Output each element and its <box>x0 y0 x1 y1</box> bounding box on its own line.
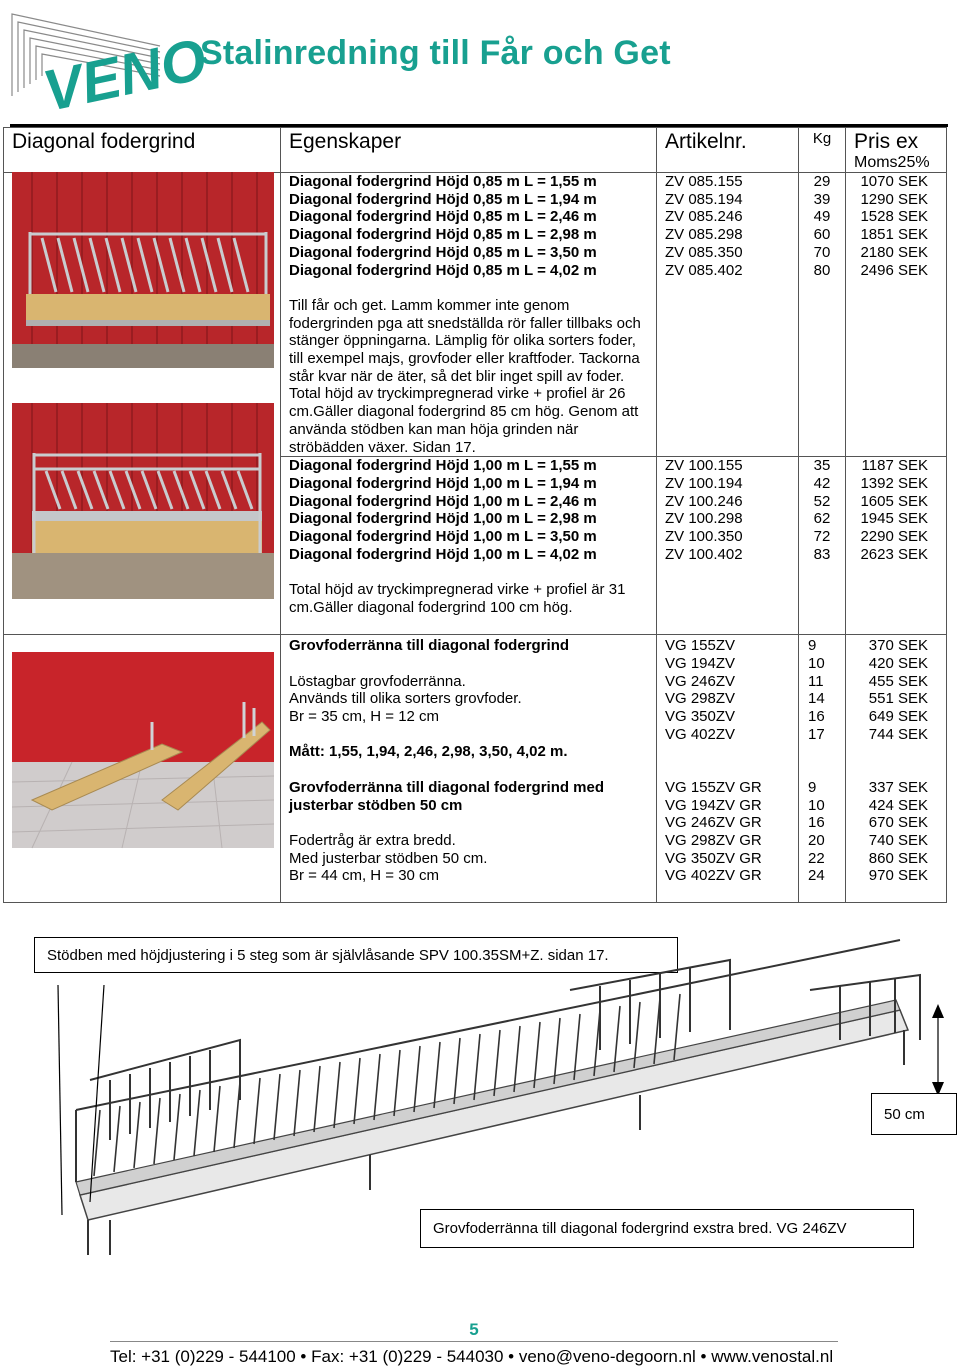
article-number: ZV 085.246 <box>665 208 743 226</box>
list-item: Diagonal fodergrind Höjd 1,00 m L = 3,50 m <box>289 528 597 546</box>
article-cell <box>657 457 799 635</box>
weight: 16 <box>808 814 825 832</box>
price: 370 SEK <box>868 637 928 655</box>
callout-text: Grovfoderränna till diagonal fodergrind exstra bred. VG 246ZV <box>433 1220 847 1237</box>
weight: 29 <box>813 173 831 190</box>
weight: 80 <box>813 261 831 279</box>
weight: 9 <box>808 637 817 655</box>
weight: 17 <box>808 725 825 743</box>
desc-cell <box>281 173 657 457</box>
weight: 16 <box>808 708 825 726</box>
list-item: Diagonal fodergrind Höjd 0,85 m L = 4,02 m <box>289 261 597 279</box>
article-number: VG 402ZV GR <box>665 867 762 885</box>
price: 1070 SEK <box>860 173 928 190</box>
article-number: ZV 085.350 <box>665 243 743 261</box>
article-number: ZV 085.298 <box>665 226 743 244</box>
weight: 10 <box>808 654 825 672</box>
weight: 70 <box>813 243 831 261</box>
weight: 83 <box>813 545 831 563</box>
price: 744 SEK <box>868 725 928 743</box>
list-item: Diagonal fodergrind Höjd 1,00 m L = 4,02 m <box>289 545 597 563</box>
price: 1187 SEK <box>861 457 928 475</box>
price: 2623 SEK <box>860 545 928 563</box>
price: 740 SEK <box>868 831 928 849</box>
description-text: Total höjd av tryckimpregnerad virke + profiel är 31 cm.Gäller diagonal fodergrind 100 cm hög. <box>289 581 626 616</box>
callout-text: 50 cm <box>884 1105 925 1123</box>
list-item: Diagonal fodergrind Höjd 1,00 m L = 2,46 m <box>289 492 597 510</box>
article-number: ZV 085.194 <box>665 190 743 208</box>
article-number: ZV 100.402 <box>665 545 743 563</box>
price: 420 SEK <box>868 654 928 672</box>
weight: 10 <box>808 796 825 814</box>
height-callout <box>871 1093 957 1135</box>
footer-rule <box>110 1341 838 1342</box>
price: 1392 SEK <box>860 474 928 492</box>
page-title: Stalinredning till Får och Get <box>200 34 671 72</box>
price: 337 SEK <box>868 778 928 796</box>
product-title: justerbar stödben 50 cm <box>289 796 463 814</box>
article-number: VG 350ZV GR <box>665 849 762 867</box>
price: 424 SEK <box>868 796 928 814</box>
weight: 52 <box>813 492 831 510</box>
article-number: ZV 100.298 <box>665 510 743 528</box>
desc-cell <box>281 635 657 903</box>
price: 1605 SEK <box>860 492 928 510</box>
article-cell <box>657 173 799 457</box>
weight: 9 <box>808 778 817 796</box>
col-price: Pris ex Moms25% <box>846 128 947 173</box>
product-title: Grovfoderränna till diagonal fodergrind med <box>289 778 605 796</box>
price: 2496 SEK <box>860 261 928 279</box>
article-number: ZV 085.155 <box>665 173 743 190</box>
price-cell <box>846 173 947 457</box>
page-number: 5 <box>469 1320 479 1339</box>
callout-text: Stödben med höjdjustering i 5 steg som är självlåsande SPV 100.35SM+Z. sidan 17. <box>47 946 609 964</box>
feature-line: Br = 35 cm, H = 12 cm <box>289 708 440 726</box>
weight: 14 <box>808 690 825 708</box>
price: 2290 SEK <box>860 528 928 546</box>
price: 455 SEK <box>868 672 928 690</box>
weight: 22 <box>808 849 825 867</box>
kg-cell <box>799 635 846 903</box>
list-item: Diagonal fodergrind Höjd 0,85 m L = 1,55 m <box>289 173 597 190</box>
price: 670 SEK <box>868 814 928 832</box>
description-text: Till får och get. Lamm kommer inte genom fodergrinden pga att snedställda rör faller tillbaks och stänger öppningarna. Lämplig för olika sorters foder, till exempel majs, grovfoder eller kraftfoder. Tackorna står kvar när de äter, så det blir inget spill av foder. Total höjd av tryckimpregnerad virke + profiel är 26 cm.Gäller diagonal fodergrind 85 cm hög. Genom att använda stödben kan man höja grinden när ströbädden växer. Sidan 17. <box>289 296 641 456</box>
weight: 39 <box>813 190 831 208</box>
article-number: ZV 100.246 <box>665 492 743 510</box>
price: 1851 SEK <box>860 226 928 244</box>
price: 649 SEK <box>868 708 928 726</box>
weight: 49 <box>813 208 831 226</box>
weight: 35 <box>813 457 831 475</box>
article-number: VG 194ZV <box>665 654 736 672</box>
article-number: ZV 085.402 <box>665 261 743 279</box>
kg-cell <box>799 457 846 635</box>
list-item: Diagonal fodergrind Höjd 1,00 m L = 1,55 m <box>289 457 597 475</box>
dimensions-line: Mått: 1,55, 1,94, 2,46, 2,98, 3,50, 4,02 m. <box>289 743 568 761</box>
price: 970 SEK <box>868 867 928 885</box>
weight: 72 <box>813 528 831 546</box>
list-item: Diagonal fodergrind Höjd 0,85 m L = 2,46 m <box>289 208 597 226</box>
list-item: Diagonal fodergrind Höjd 0,85 m L = 1,94 m <box>289 190 597 208</box>
article-number: VG 298ZV GR <box>665 831 762 849</box>
article-number: ZV 100.194 <box>665 474 743 492</box>
weight: 24 <box>808 867 825 885</box>
col-features: Egenskaper <box>281 128 657 173</box>
article-number: VG 246ZV <box>665 672 736 690</box>
legs-callout <box>34 937 678 973</box>
article-number: ZV 100.155 <box>665 457 743 475</box>
price: 860 SEK <box>868 849 928 867</box>
footer-contact: Tel: +31 (0)229 - 544100 • Fax: +31 (0)229 - 544030 • veno@veno-degoorn.nl • www.venostal.nl <box>110 1347 834 1366</box>
article-number: VG 402ZV <box>665 725 736 743</box>
svg-text:VENO: VENO <box>37 26 212 125</box>
feature-line: Fodertråg är extra bredd. <box>289 831 456 849</box>
list-item: Diagonal fodergrind Höjd 0,85 m L = 3,50 m <box>289 243 597 261</box>
price-cell <box>846 457 947 635</box>
trough-photo <box>12 652 274 848</box>
weight: 11 <box>808 672 824 690</box>
article-number: ZV 100.350 <box>665 528 743 546</box>
article-cell <box>657 635 799 903</box>
article-number: VG 194ZV GR <box>665 796 762 814</box>
weight: 60 <box>813 226 831 244</box>
article-number: VG 350ZV <box>665 708 736 726</box>
feature-line: Löstagbar grovfoderränna. <box>289 672 466 690</box>
list-item: Diagonal fodergrind Höjd 1,00 m L = 2,98 m <box>289 510 597 528</box>
trough-callout <box>420 1209 914 1248</box>
price: 2180 SEK <box>860 243 928 261</box>
feature-line: Br = 44 cm, H = 30 cm <box>289 867 440 885</box>
product-title: Grovfoderränna till diagonal fodergrind <box>289 637 570 655</box>
price: 1945 SEK <box>860 510 928 528</box>
price: 1290 SEK <box>860 190 928 208</box>
price-cell <box>846 635 947 903</box>
article-number: VG 155ZV GR <box>665 778 762 796</box>
weight: 42 <box>813 474 831 492</box>
list-item: Diagonal fodergrind Höjd 1,00 m L = 1,94 m <box>289 474 597 492</box>
list-item: Diagonal fodergrind Höjd 0,85 m L = 2,98 m <box>289 226 597 244</box>
desc-cell <box>281 457 657 635</box>
article-number: VG 246ZV GR <box>665 814 762 832</box>
table-header-row <box>4 128 947 173</box>
price: 1528 SEK <box>860 208 928 226</box>
feature-line: Används till olika sorters grovfoder. <box>289 690 522 708</box>
gate-photo-085 <box>12 172 274 368</box>
weight: 20 <box>808 831 825 849</box>
veno-logo <box>10 6 212 125</box>
col-article: Artikelnr. <box>657 128 799 173</box>
article-number: VG 298ZV <box>665 690 736 708</box>
gate-photo-100 <box>12 403 274 599</box>
col-kg: Kg <box>799 128 846 173</box>
weight: 62 <box>813 510 831 528</box>
kg-cell <box>799 173 846 457</box>
article-number: VG 155ZV <box>665 637 736 655</box>
feature-line: Med justerbar stödben 50 cm. <box>289 849 488 867</box>
col-product: Diagonal fodergrind <box>4 128 281 173</box>
price: 551 SEK <box>868 690 928 708</box>
